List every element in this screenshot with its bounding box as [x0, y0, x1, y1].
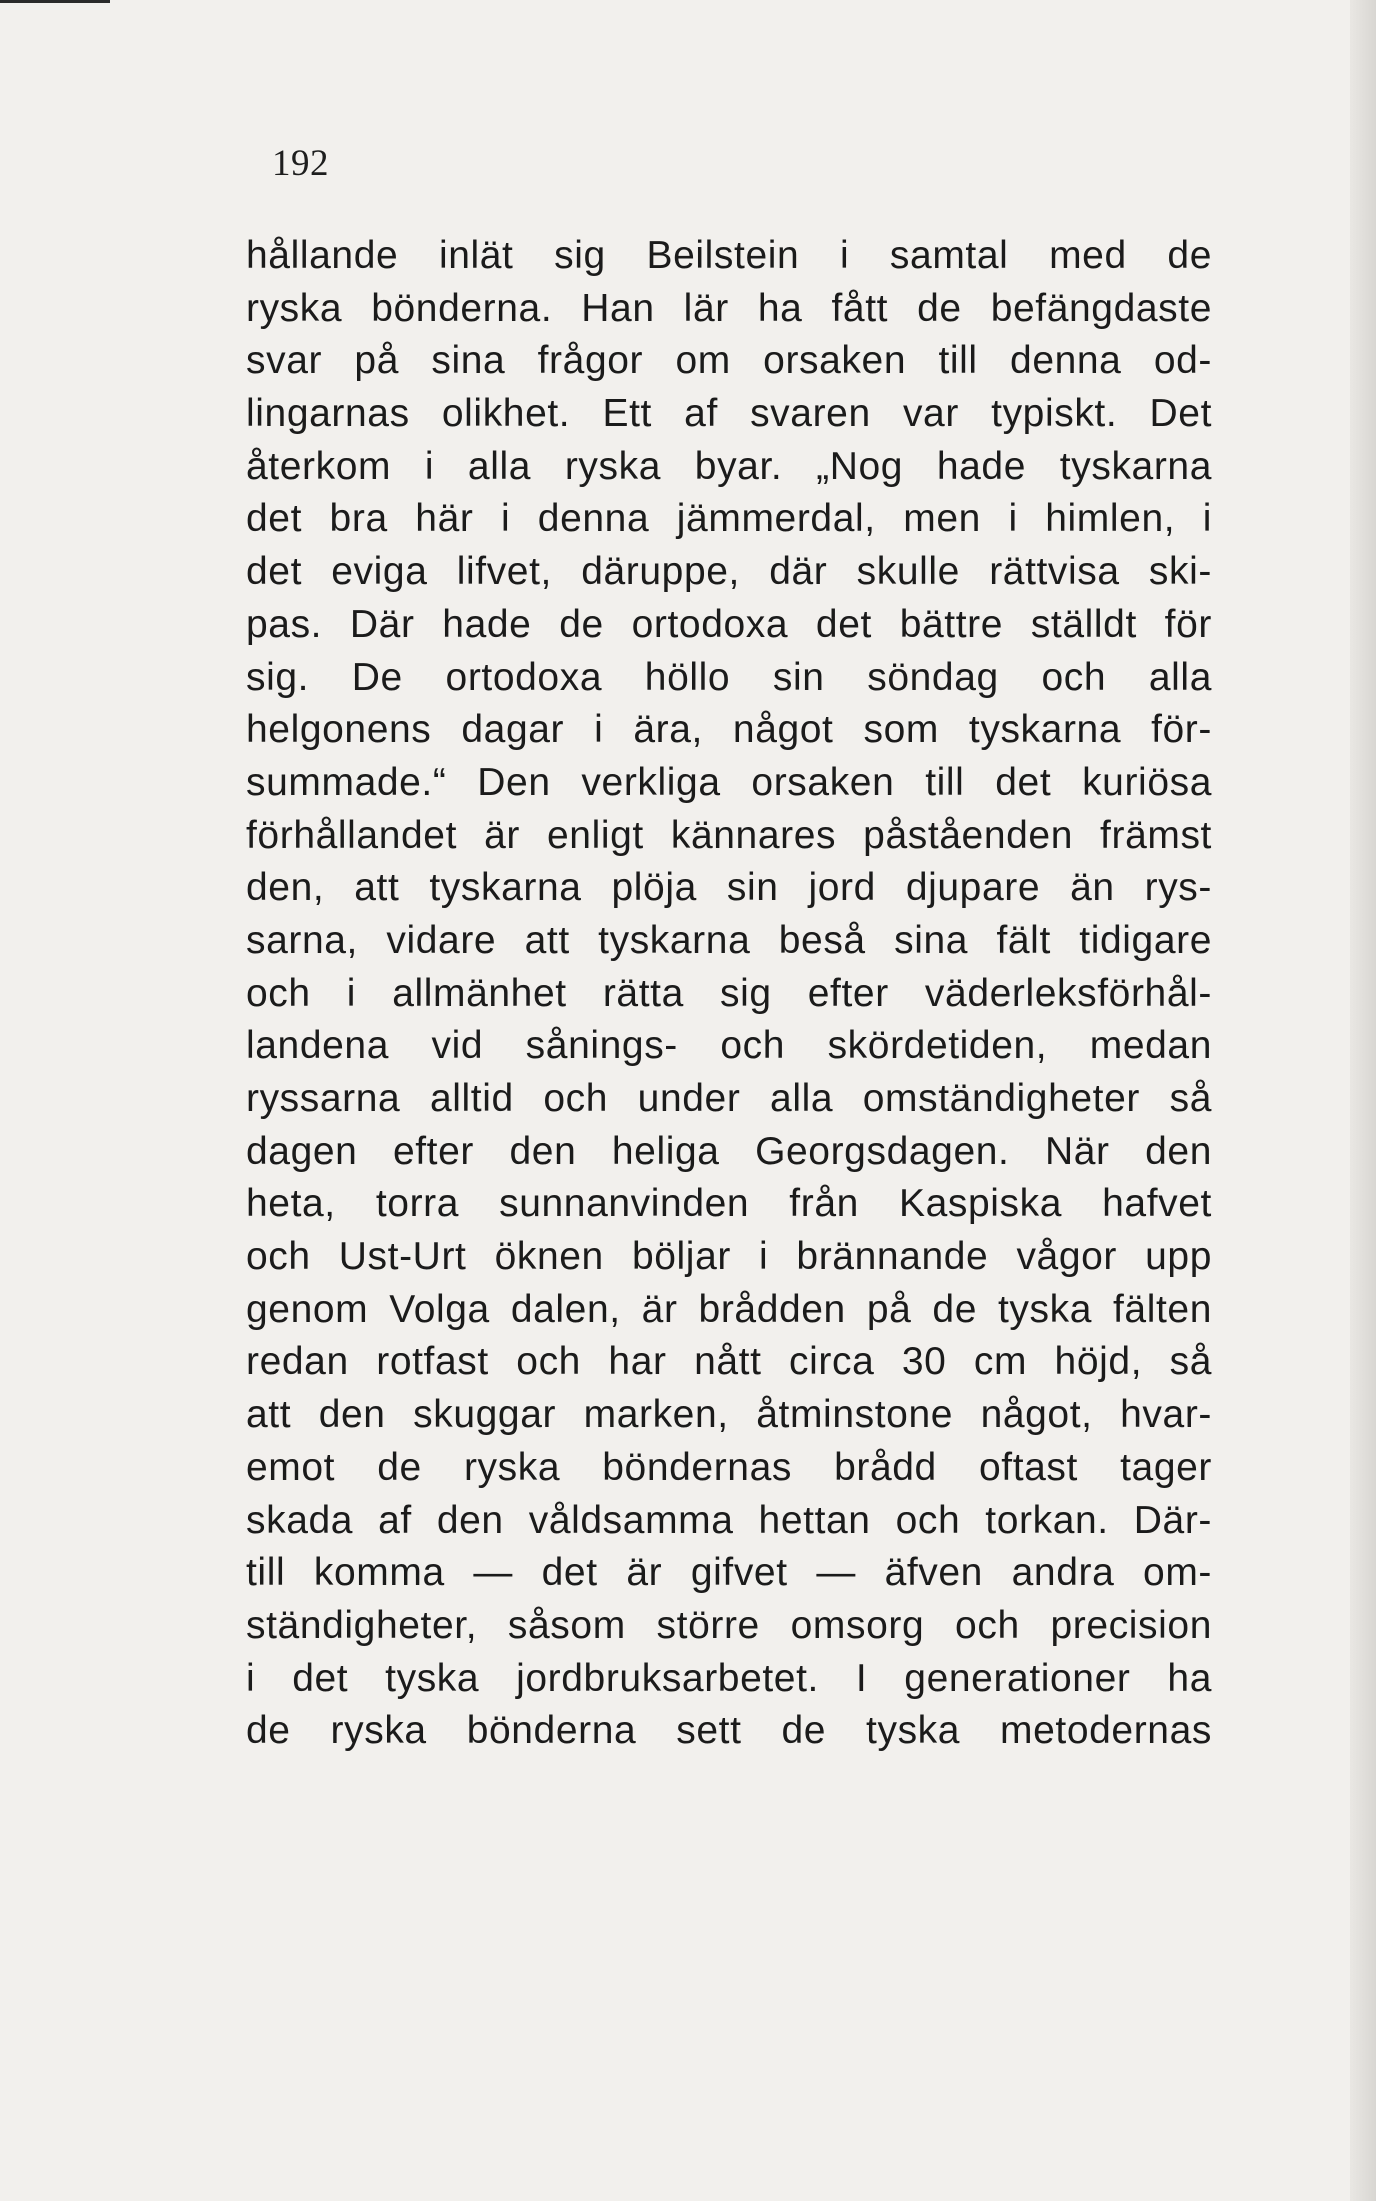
text-line: och i allmänhet rätta sig efter väderleksförhål-	[246, 971, 1212, 1015]
text-line: att den skuggar marken, åtminstone något, hvar-	[246, 1393, 1212, 1437]
scan-shadow	[1350, 0, 1376, 2201]
text-line: ständigheter, såsom större omsorg och precision	[246, 1603, 1212, 1647]
text-line: de ryska bönderna sett de tyska metodernas	[246, 1709, 1212, 1753]
text-line: ryska bönderna. Han lär ha fått de befängdaste	[246, 286, 1212, 330]
text-line: hållande inlät sig Beilstein i samtal med de	[246, 234, 1212, 277]
text-line: den, att tyskarna plöja sin jord djupare än rys-	[246, 866, 1212, 910]
text-line: förhållandet är enligt kännares påståenden främst	[246, 813, 1212, 857]
text-line: lingarnas olikhet. Ett af svaren var typiskt. Det	[246, 392, 1212, 436]
body-text	[246, 230, 1212, 1758]
text-line: till komma — det är gifvet — äfven andra om-	[246, 1551, 1212, 1595]
text-line: det eviga lifvet, däruppe, där skulle rättvisa ski-	[246, 550, 1212, 594]
text-line: svar på sina frågor om orsaken till denna od-	[246, 339, 1212, 383]
text-line: helgonens dagar i ära, något som tyskarna för-	[246, 708, 1212, 752]
text-line: emot de ryska böndernas brådd oftast tager	[246, 1445, 1212, 1489]
page-number: 192	[272, 143, 329, 184]
text-line: och Ust-Urt öknen böljar i brännande vågor upp	[246, 1235, 1212, 1279]
text-line: heta, torra sunnanvinden från Kaspiska hafvet	[246, 1182, 1212, 1226]
text-line: redan rotfast och har nått circa 30 cm höjd, så	[246, 1340, 1212, 1384]
text-line: summade.“ Den verkliga orsaken till det kuriösa	[246, 760, 1212, 804]
text-line: det bra här i denna jämmerdal, men i himlen, i	[246, 497, 1212, 541]
text-line: i det tyska jordbruksarbetet. I generationer ha	[246, 1656, 1212, 1700]
text-line: skada af den våldsamma hettan och torkan. Där-	[246, 1498, 1212, 1542]
scan-edge	[0, 0, 110, 3]
text-line: återkom i alla ryska byar. „Nog hade tyskarna	[246, 444, 1212, 488]
text-line: genom Volga dalen, är brådden på de tyska fälten	[246, 1287, 1212, 1331]
text-line: landena vid sånings- och skördetiden, medan	[246, 1024, 1212, 1068]
text-line: sig. De ortodoxa höllo sin söndag och alla	[246, 655, 1212, 699]
text-line: ryssarna alltid och under alla omständigheter så	[246, 1077, 1212, 1120]
text-line: pas. Där hade de ortodoxa det bättre ställdt för	[246, 602, 1212, 646]
text-line: dagen efter den heliga Georgsdagen. När den	[246, 1129, 1212, 1173]
text-line: sarna, vidare att tyskarna beså sina fält tidigare	[246, 918, 1212, 962]
